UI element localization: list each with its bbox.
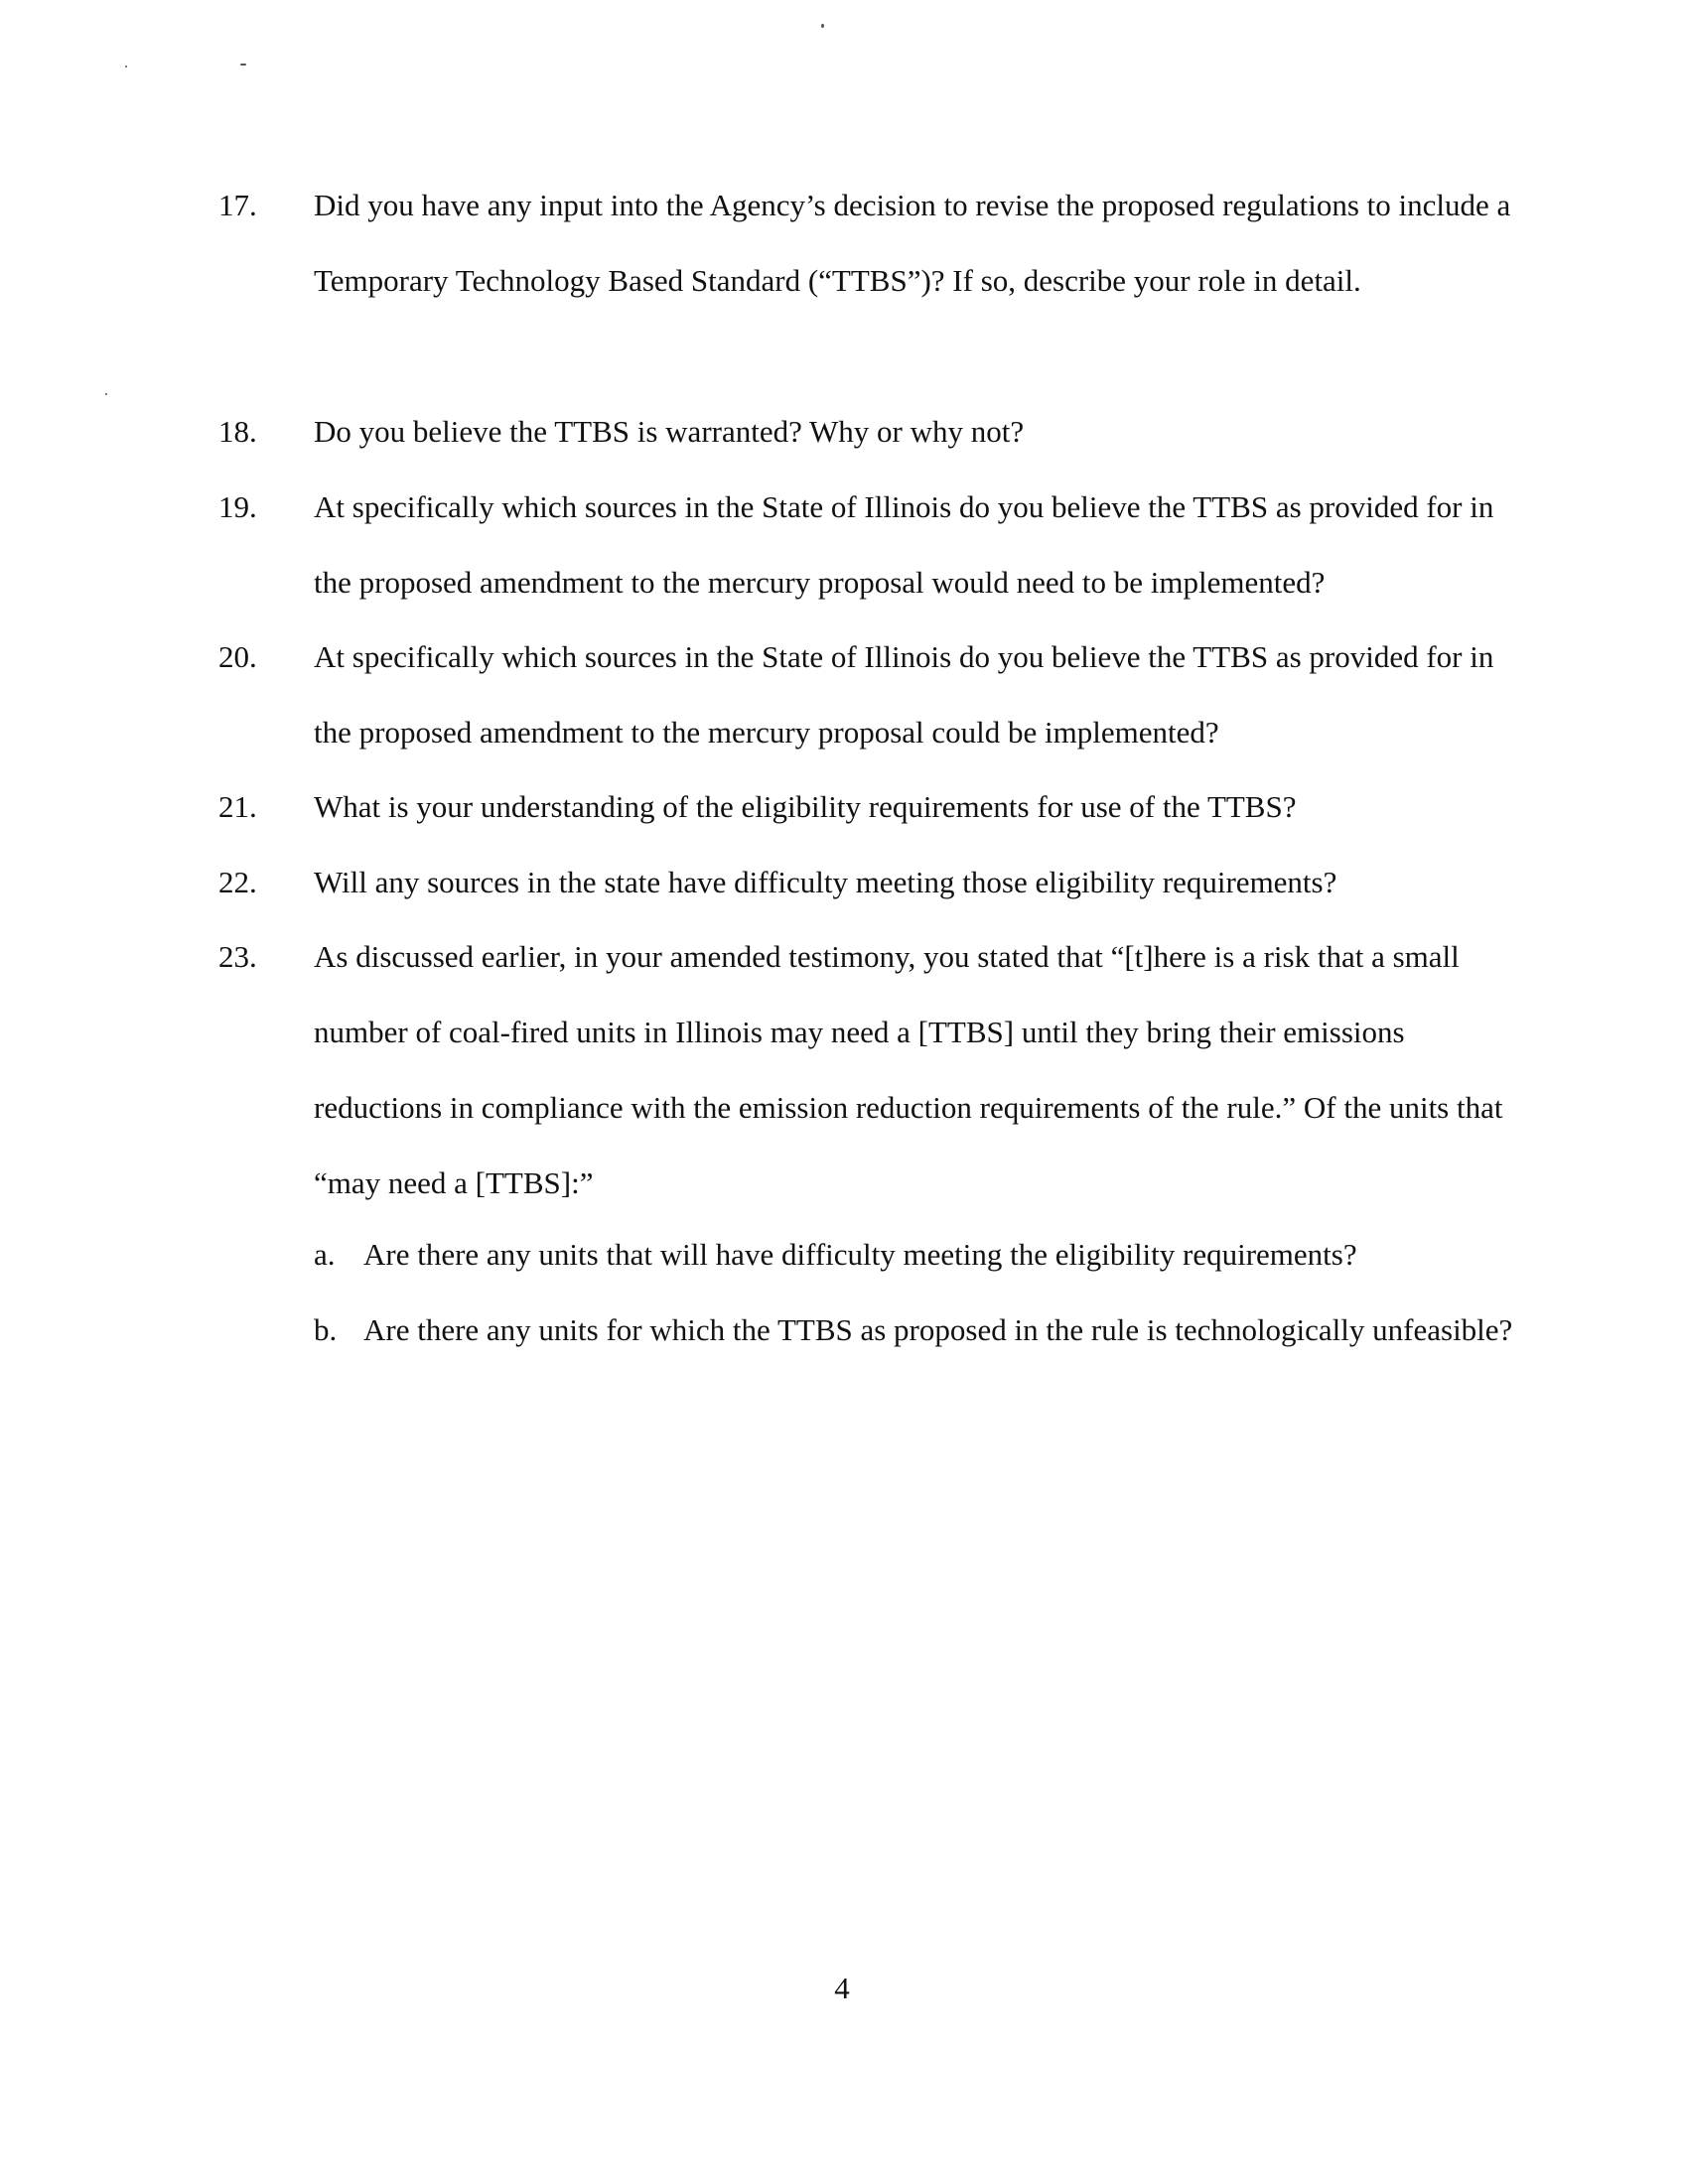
- question-22: [218, 845, 1529, 920]
- question-text: Do you believe the TTBS is warranted? Why or why not?: [314, 414, 1025, 449]
- subitem-text: Are there any units that will have difficulty meeting the eligibility requirements?: [363, 1237, 1357, 1272]
- question-number: 21.: [218, 789, 257, 824]
- question-23-subitem-b: [314, 1293, 1535, 1368]
- question-19: [218, 470, 1529, 620]
- question-number: 20.: [218, 639, 257, 674]
- question-text: Will any sources in the state have difficulty meeting those eligibility requirements?: [314, 865, 1337, 899]
- question-23: [218, 919, 1529, 1221]
- question-text: Did you have any input into the Agency’s decision to revise the proposed regulations to include a Temporary Technology Based Standard (“TTBS”)? If so, describe your role in detail.: [314, 188, 1511, 298]
- subitem-label: b.: [314, 1312, 338, 1347]
- question-20: [218, 619, 1529, 770]
- question-17: [218, 168, 1529, 319]
- scan-speck: [240, 64, 246, 66]
- question-23-subitem-a: [314, 1217, 1535, 1293]
- question-number: 18.: [218, 414, 257, 449]
- question-text: At specifically which sources in the State of Illinois do you believe the TTBS as provided for in the proposed amendment to the mercury proposal would need to be implemented?: [314, 489, 1494, 600]
- question-number: 22.: [218, 865, 257, 899]
- question-21: [218, 769, 1529, 845]
- question-text: As discussed earlier, in your amended testimony, you stated that “[t]here is a risk that a small number of coal-fired units in Illinois may need a [TTBS] until they bring their emissions reductions in compliance with the emission reduction requirements of the rule.” Of the units that “may need a [TTBS]:”: [314, 939, 1503, 1200]
- subitem-label: a.: [314, 1237, 336, 1272]
- scan-speck: [105, 393, 107, 395]
- question-number: 19.: [218, 489, 257, 524]
- question-18: [218, 394, 1529, 470]
- scan-speck: [125, 66, 127, 68]
- question-number: 17.: [218, 188, 257, 222]
- page-number: 4: [834, 1971, 850, 2005]
- question-number: 23.: [218, 939, 257, 974]
- question-text: What is your understanding of the eligibility requirements for use of the TTBS?: [314, 789, 1297, 824]
- subitem-text: Are there any units for which the TTBS as proposed in the rule is technologically unfeasible?: [363, 1312, 1513, 1347]
- scan-speck: [821, 24, 824, 28]
- question-text: At specifically which sources in the State of Illinois do you believe the TTBS as provided for in the proposed amendment to the mercury proposal could be implemented?: [314, 639, 1494, 750]
